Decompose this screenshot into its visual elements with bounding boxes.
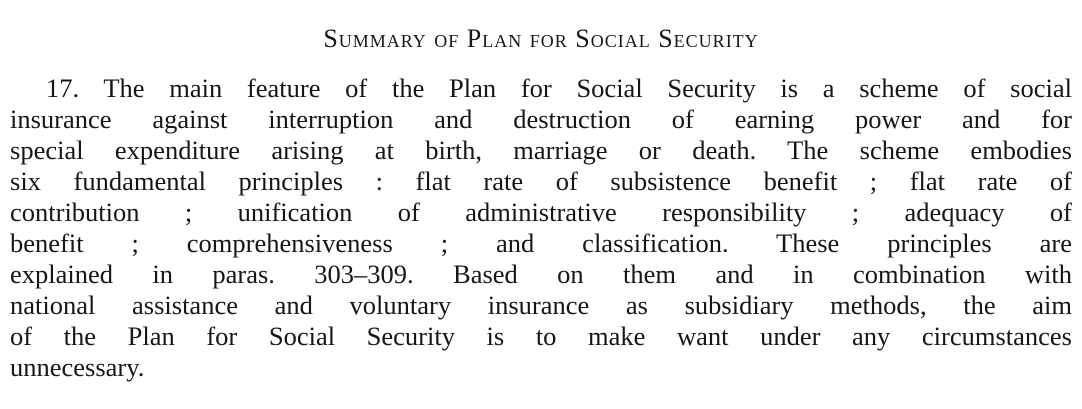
paragraph-line: national assistance and voluntary insurance as subsidiary methods, the aim: [10, 290, 1072, 320]
paragraph-line: benefit ; comprehensiveness ; and classification. These principles are: [10, 228, 1072, 258]
paragraph-line: of the Plan for Social Security is to make want under any circumstances: [10, 321, 1072, 351]
section-heading: Summary of Plan for Social Security: [323, 24, 759, 53]
paragraph-line: explained in paras. 303–309. Based on them and in combination with: [10, 259, 1072, 289]
paragraph-line: unnecessary.: [10, 352, 145, 382]
paragraph-line: 17. The main feature of the Plan for Social Security is a scheme of social: [46, 73, 1072, 103]
paragraph-line: contribution ; unification of administrative responsibility ; adequacy of: [10, 197, 1072, 227]
paragraph-line: six fundamental principles : flat rate of subsistence benefit ; flat rate of: [10, 166, 1072, 196]
paragraph-line: insurance against interruption and destruction of earning power and for: [10, 104, 1072, 134]
paragraph-line: special expenditure arising at birth, marriage or death. The scheme embodies: [10, 135, 1072, 165]
